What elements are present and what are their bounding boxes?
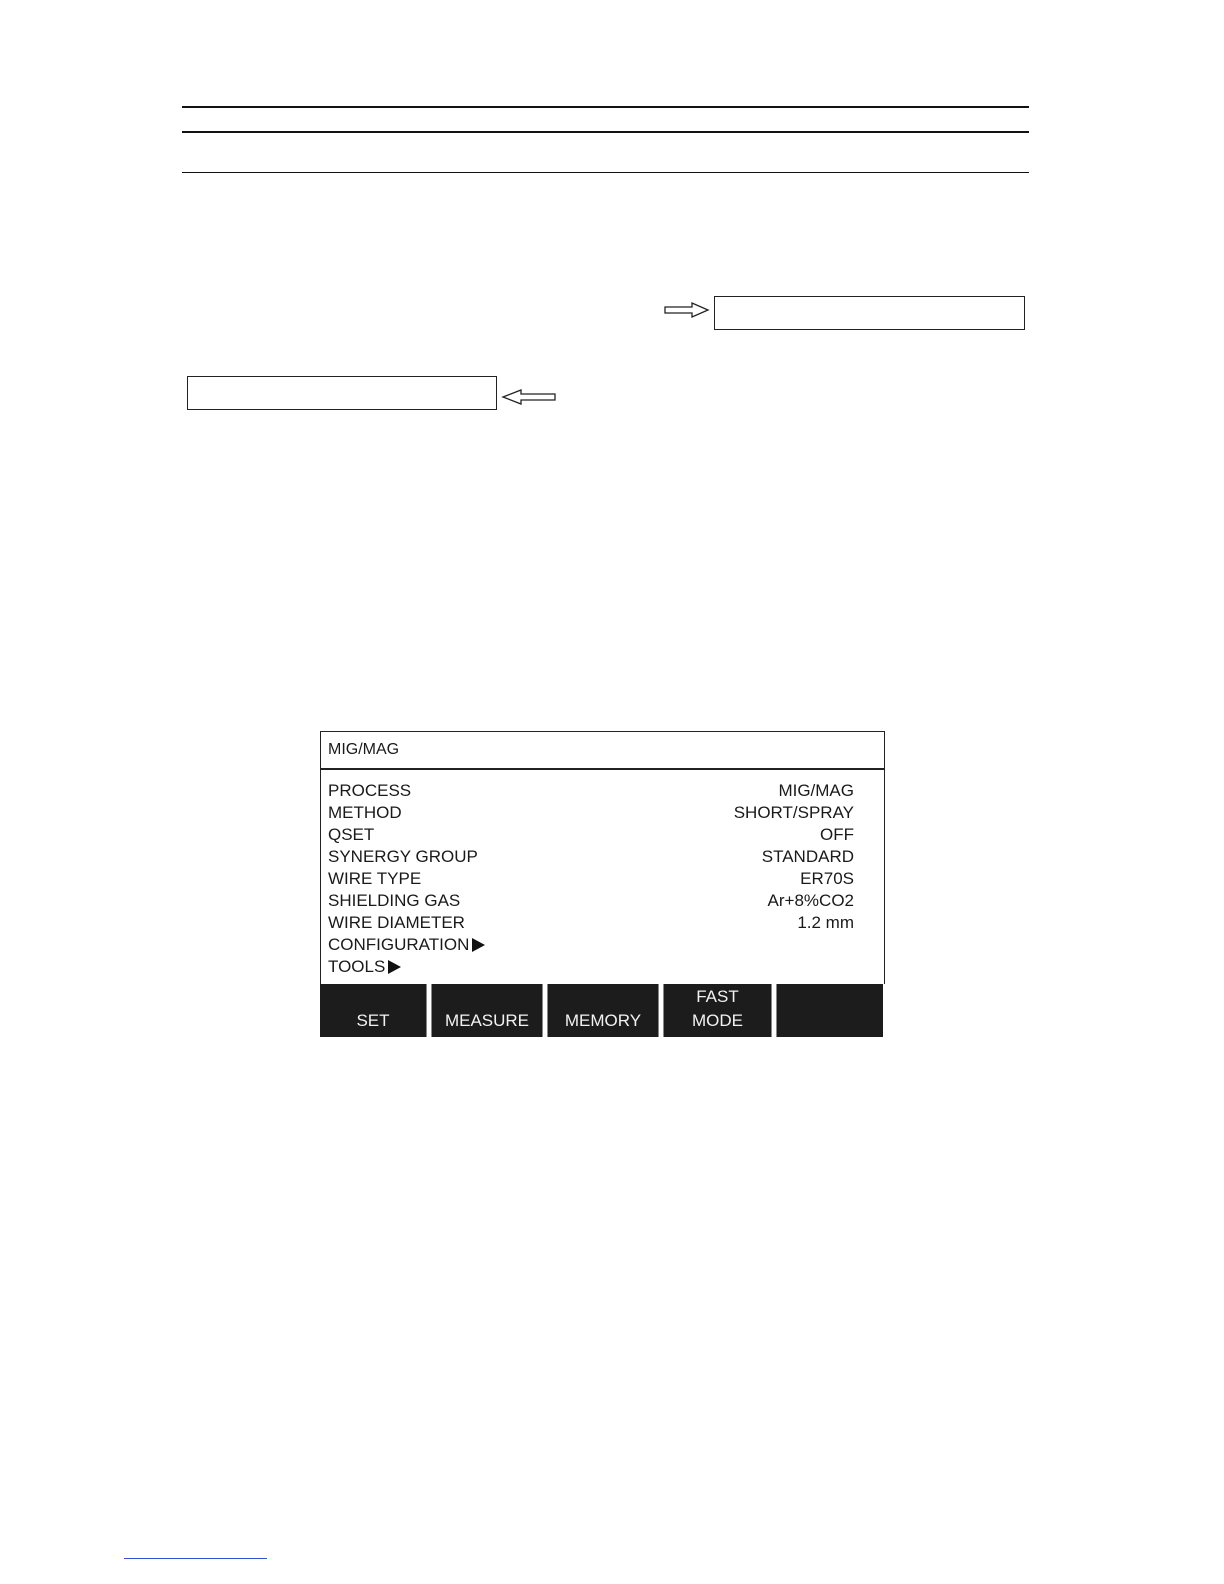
menu-label-text: TOOLS — [328, 957, 386, 976]
menu-label: QSET — [328, 825, 375, 844]
softkey-set[interactable] — [320, 984, 426, 1037]
menu-item-wire-type[interactable] — [328, 868, 854, 890]
display-title: MIG/MAG — [328, 741, 400, 758]
softkey-label-line1: FAST — [696, 987, 739, 1006]
menu-label: WIRE TYPE — [328, 869, 422, 888]
menu-value: SHORT/SPRAY — [733, 803, 854, 822]
softkey-label: SET — [356, 1011, 390, 1030]
softkey-fast-mode[interactable] — [664, 984, 771, 1037]
menu-item-shielding-gas[interactable] — [328, 890, 854, 912]
menu-value: STANDARD — [761, 847, 854, 866]
menu-label: WIRE DIAMETER — [328, 913, 465, 932]
menu-label: SYNERGY GROUP — [328, 847, 478, 866]
menu-label — [328, 934, 485, 956]
callout-box-right — [714, 296, 1025, 330]
softkey-blank[interactable] — [777, 984, 883, 1037]
arrow-left-icon — [501, 388, 557, 406]
softkey-measure[interactable] — [432, 984, 542, 1037]
menu-item-tools[interactable] — [328, 956, 854, 978]
menu-item-wire-diameter[interactable] — [328, 912, 854, 934]
softkey-bar — [320, 984, 883, 1037]
softkey-memory[interactable] — [548, 984, 658, 1037]
display-divider — [321, 768, 884, 770]
menu-label — [328, 956, 401, 978]
header-rule-bottom — [182, 172, 1029, 173]
footer-link-underline[interactable] — [124, 1558, 267, 1559]
menu-value: OFF — [820, 825, 854, 844]
menu-item-synergy-group[interactable] — [328, 846, 854, 868]
softkey-label-line2: MODE — [692, 1011, 743, 1030]
menu-label-text: CONFIGURATION — [328, 935, 470, 954]
menu-label: PROCESS — [328, 781, 412, 800]
settings-menu — [328, 780, 854, 978]
menu-value: MIG/MAG — [778, 781, 854, 800]
menu-value: 1.2 mm — [797, 913, 854, 932]
menu-label: SHIELDING GAS — [328, 891, 461, 910]
menu-item-qset[interactable] — [328, 824, 854, 846]
menu-item-configuration[interactable] — [328, 934, 854, 956]
menu-value: ER70S — [800, 869, 854, 888]
header-rule-middle — [182, 131, 1029, 133]
menu-value: Ar+8%CO2 — [767, 891, 854, 910]
softkey-label: MEASURE — [444, 1011, 530, 1030]
triangle-right-icon — [472, 938, 485, 952]
display-screen — [320, 731, 885, 984]
menu-item-method[interactable] — [328, 802, 854, 824]
callout-box-left — [187, 376, 497, 410]
triangle-right-icon — [388, 960, 401, 974]
softkey-label: MEMORY — [564, 1011, 642, 1030]
control-panel-display — [320, 731, 885, 1037]
menu-label: METHOD — [328, 803, 402, 822]
arrow-right-icon — [664, 302, 710, 318]
header-rule-top — [182, 106, 1029, 108]
menu-item-process[interactable] — [328, 780, 854, 802]
